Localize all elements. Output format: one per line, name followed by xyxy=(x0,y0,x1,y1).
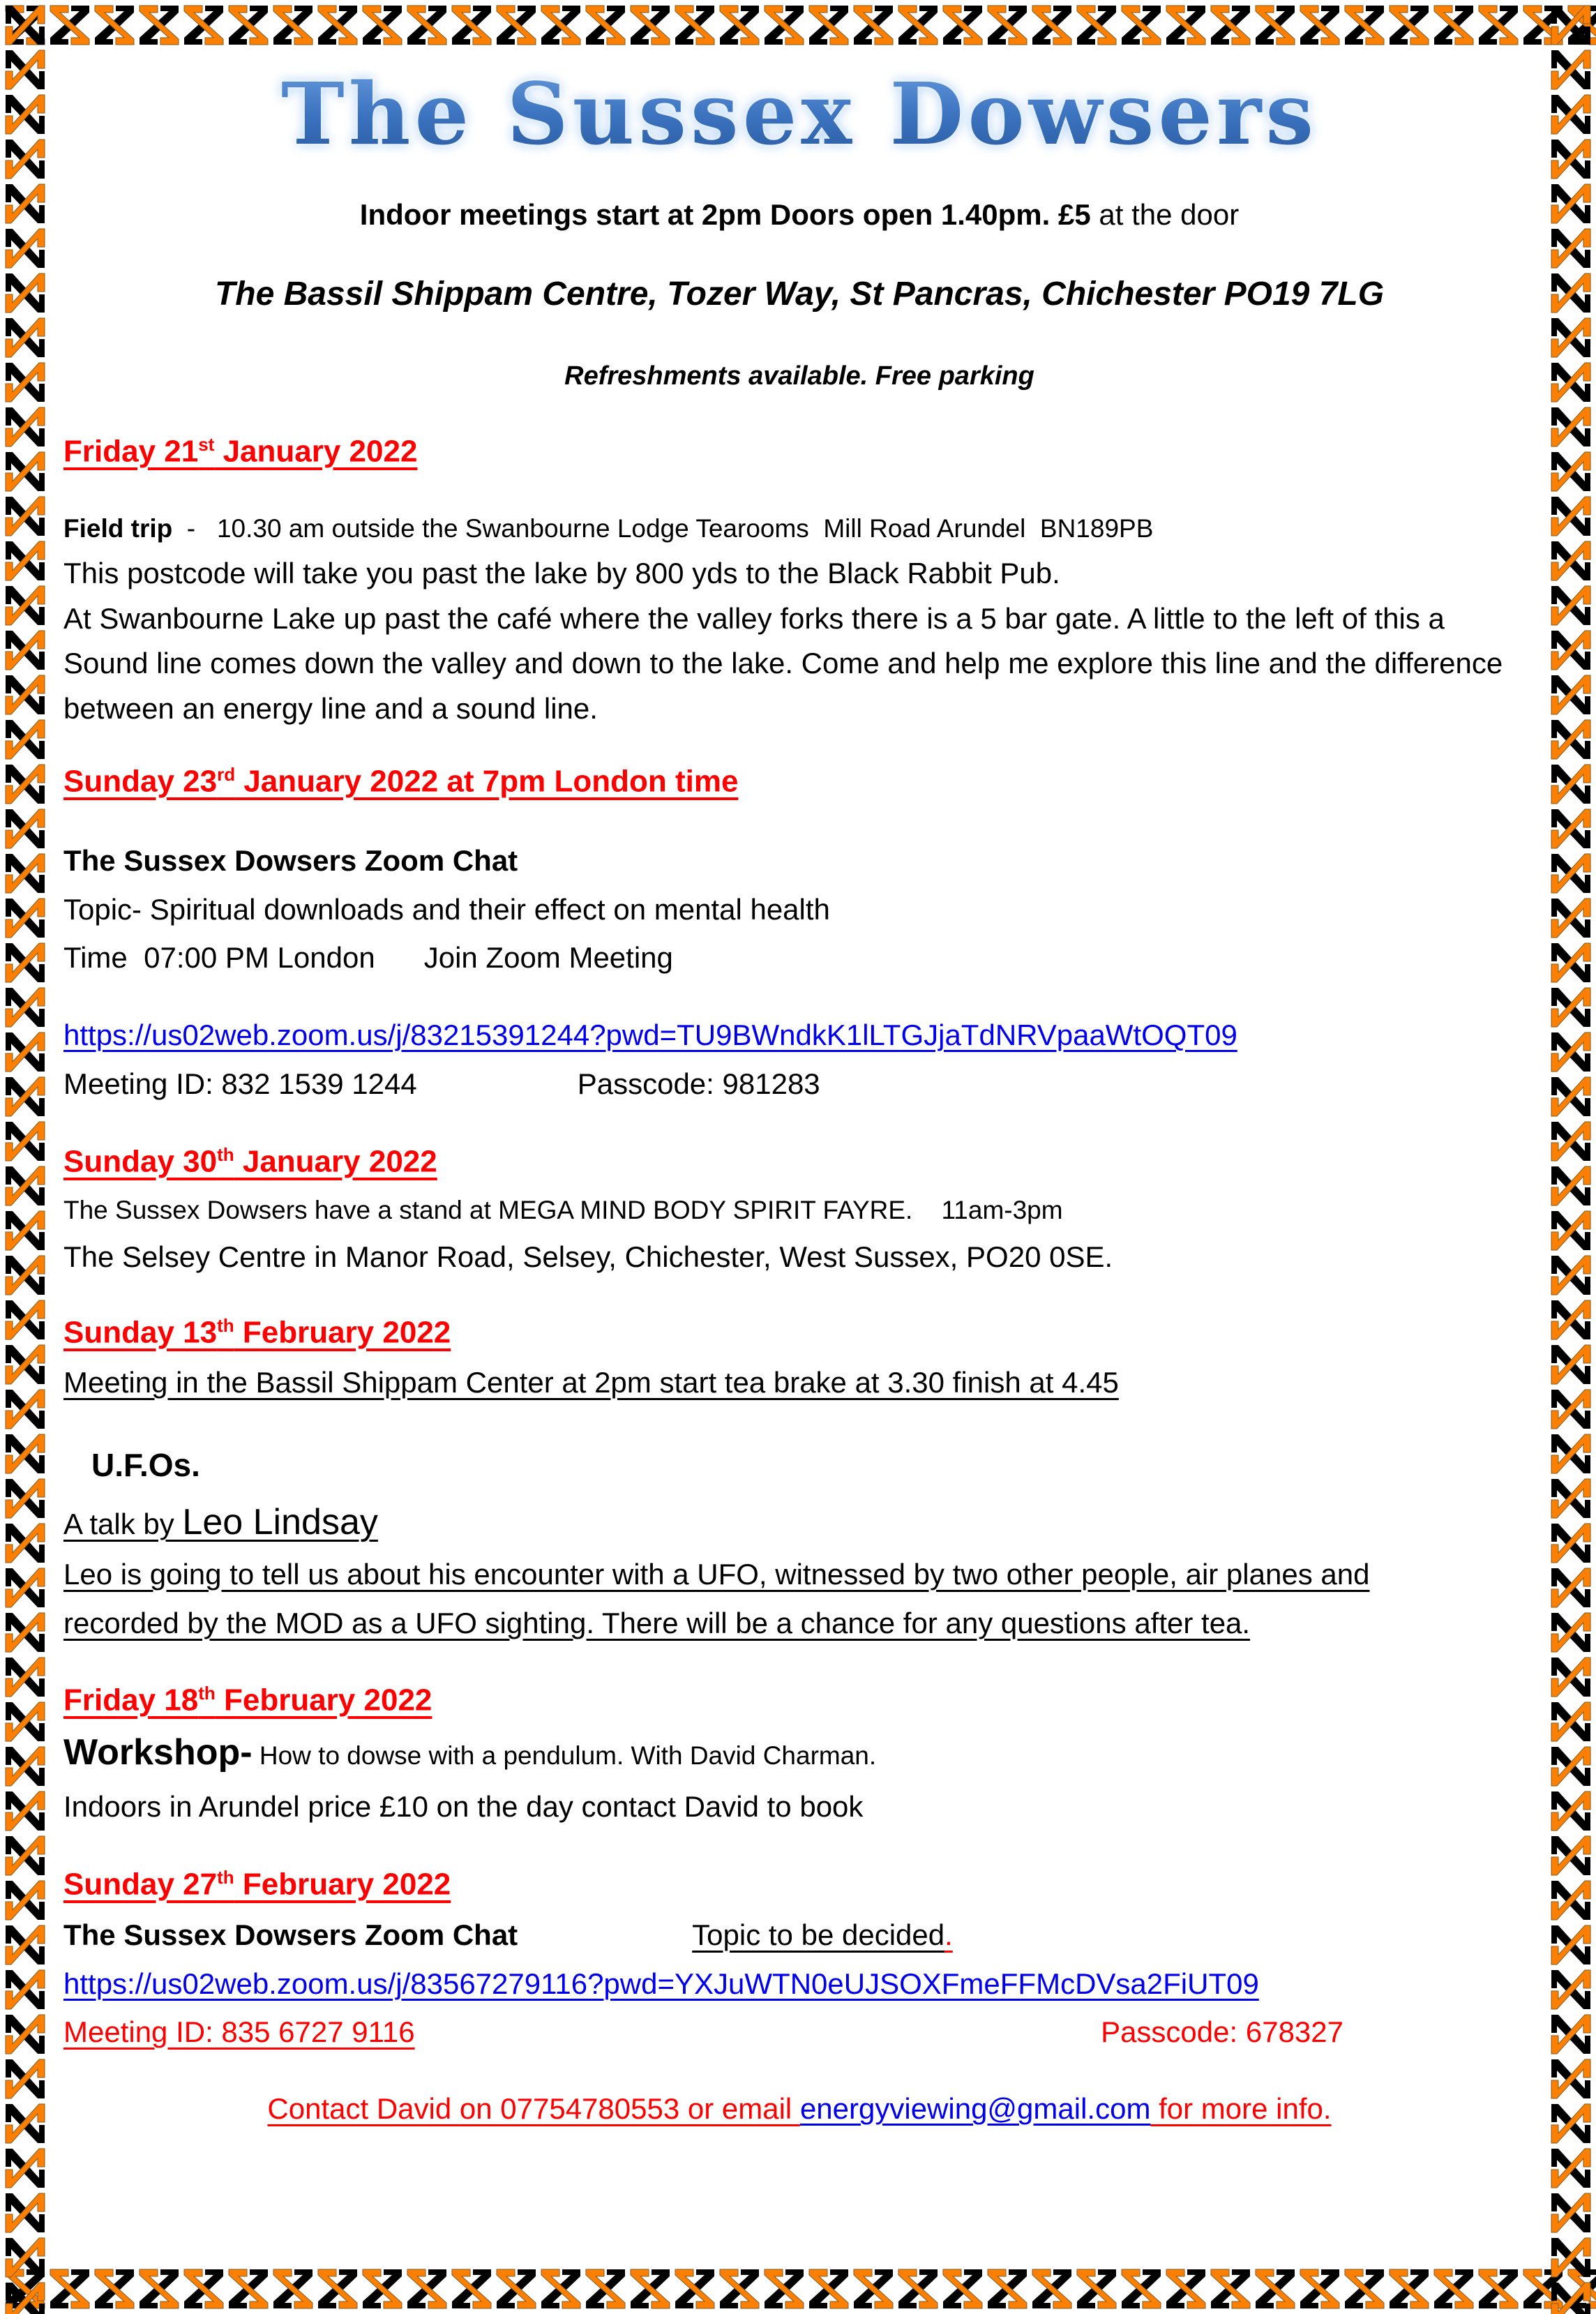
page-title: The Sussex Dowsers xyxy=(63,61,1535,166)
event-date-sunday-13-feb xyxy=(63,1315,451,1351)
date-ordinal: th xyxy=(217,1867,234,1888)
meeting-times-bold: Indoor meetings start at 2pm Doors open 1.40pm. £5 xyxy=(359,198,1091,231)
date-text: Sunday 27 xyxy=(63,1867,218,1902)
event-date-sunday-30-jan xyxy=(63,1144,437,1180)
event-date-sunday-23-jan xyxy=(63,764,738,799)
passcode: Passcode: 981283 xyxy=(577,1067,820,1100)
zoom-chat-topic: Topic- Spiritual downloads and their effect on mental health xyxy=(63,893,830,926)
flyer-page xyxy=(63,0,1535,2314)
workshop-desc: How to dowse with a pendulum. With David Charman. xyxy=(252,1741,877,1770)
zoom-meeting-credentials-2 xyxy=(63,2015,1343,2049)
date-text: February 2022 xyxy=(234,1315,451,1350)
date-text: February 2022 xyxy=(234,1867,451,1902)
talk-desc-1: Leo is going to tell us about his encounter with a UFO, witnessed by two other people, air planes and xyxy=(63,1558,1370,1591)
contact-text: Contact David on 07754780553 or email xyxy=(267,2092,800,2125)
zoom-chat-2-line xyxy=(63,1918,953,1952)
field-trip-desc-4: between an energy line and a sound line. xyxy=(63,692,598,725)
date-ordinal: st xyxy=(198,434,215,455)
field-trip-desc-2: At Swanbourne Lake up past the café where the valley forks there is a 5 bar gate. A little to the left of this a xyxy=(63,602,1445,635)
fayre-venue: The Selsey Centre in Manor Road, Selsey, Chichester, West Sussex, PO20 0SE. xyxy=(63,1240,1113,1273)
field-trip-desc-3: Sound line comes down the valley and down to the lake. Come and help me explore this line and the difference xyxy=(63,647,1503,679)
contact-email-link[interactable]: energyviewing@gmail.com xyxy=(799,2092,1151,2125)
talk-title: U.F.Os. xyxy=(91,1447,200,1483)
speaker-name: Leo Lindsay xyxy=(182,1502,378,1542)
date-text: January 2022 at 7pm London time xyxy=(235,764,739,799)
contact-suffix: for more info. xyxy=(1150,2092,1332,2125)
event-date-friday-21-jan xyxy=(63,434,417,469)
date-text: Friday 18 xyxy=(63,1683,199,1718)
fayre-stand-info: The Sussex Dowsers have a stand at MEGA MIND BODY SPIRIT FAYRE. 11am-3pm xyxy=(63,1196,1063,1224)
workshop-details: Indoors in Arundel price £10 on the day contact David to book xyxy=(63,1790,864,1823)
zoom-meeting-credentials xyxy=(63,1067,820,1101)
talk-desc-2: recorded by the MOD as a UFO sighting. There will be a chance for any questions after tea. xyxy=(63,1607,1251,1639)
amenities: Refreshments available. Free parking xyxy=(564,361,1034,391)
celtic-knot-border-left xyxy=(0,0,50,2314)
date-text: February 2022 xyxy=(215,1683,432,1718)
talk-byline xyxy=(63,1501,378,1543)
field-trip-label: Field trip xyxy=(63,514,173,543)
meeting-id-2: Meeting ID: 835 6727 9116 xyxy=(63,2015,415,2048)
field-trip-details: - 10.30 am outside the Swanbourne Lodge Tearooms Mill Road Arundel BN189PB xyxy=(172,514,1154,543)
celtic-knot-border-right xyxy=(1546,0,1596,2314)
contact-footer xyxy=(63,2092,1535,2126)
date-text: Sunday 30 xyxy=(63,1144,218,1179)
workshop-label: Workshop- xyxy=(63,1732,253,1773)
meeting-times xyxy=(63,198,1535,232)
date-ordinal: th xyxy=(198,1683,216,1704)
event-date-friday-18-feb xyxy=(63,1683,432,1718)
date-text: January 2022 xyxy=(214,434,418,469)
talk-by-label: A talk by xyxy=(63,1508,183,1540)
date-ordinal: rd xyxy=(217,764,236,785)
date-text: Sunday 23 xyxy=(63,764,218,799)
zoom-chat-2-topic-end: . xyxy=(944,1918,953,1951)
zoom-meeting-link-2[interactable]: https://us02web.zoom.us/j/83567279116?pwd=YXJuWTN0eUJSOXFmeFFMcDVsa2FiUT09 xyxy=(63,1967,1259,2000)
zoom-chat-time: Time 07:00 PM London Join Zoom Meeting xyxy=(63,941,673,974)
venue-address: The Bassil Shippam Centre, Tozer Way, St Pancras, Chichester PO19 7LG xyxy=(214,276,1385,313)
date-ordinal: th xyxy=(217,1144,234,1165)
date-text: January 2022 xyxy=(234,1144,437,1179)
zoom-chat-2-topic: Topic to be decided xyxy=(692,1918,945,1951)
meeting-times-rest: at the door xyxy=(1090,198,1240,231)
date-text: Friday 21 xyxy=(63,434,199,469)
zoom-chat-2-heading: The Sussex Dowsers Zoom Chat xyxy=(63,1918,518,1951)
event-date-sunday-27-feb xyxy=(63,1867,451,1902)
workshop-line xyxy=(63,1731,876,1773)
field-trip-desc-1: This postcode will take you past the lake by 800 yds to the Black Rabbit Pub. xyxy=(63,557,1060,589)
date-text: Sunday 13 xyxy=(63,1315,218,1350)
passcode-2: Passcode: 678327 xyxy=(1101,2015,1343,2048)
meeting-schedule: Meeting in the Bassil Shippam Center at 2pm start tea brake at 3.30 finish at 4.45 xyxy=(63,1366,1119,1399)
zoom-chat-heading: The Sussex Dowsers Zoom Chat xyxy=(63,844,518,877)
date-ordinal: th xyxy=(217,1315,234,1336)
zoom-meeting-link[interactable]: https://us02web.zoom.us/j/83215391244?pwd=TU9BWndkK1lLTGJjaTdNRVpaaWtOQT09 xyxy=(63,1019,1237,1051)
meeting-id: Meeting ID: 832 1539 1244 xyxy=(63,1067,417,1100)
field-trip-line xyxy=(63,514,1153,543)
